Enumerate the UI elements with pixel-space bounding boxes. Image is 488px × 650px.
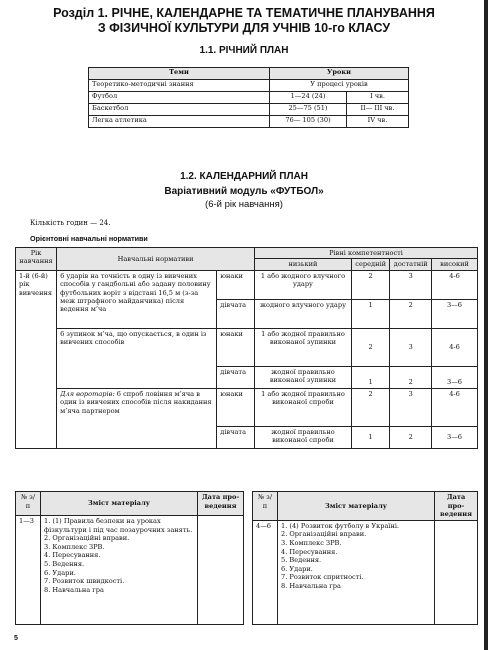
page-number: 5: [14, 635, 18, 642]
goalkeepers-label: Для воротарів:: [60, 389, 115, 398]
col-norms: Навчальні нормативи: [57, 248, 255, 271]
section-title-line2: З ФІЗИЧНОЇ КУЛЬТУРИ ДЛЯ УЧНІВ 10-го КЛАСУ: [97, 21, 391, 35]
list-item: 7. Розвиток швидкості.: [44, 577, 125, 586]
col-sufficient: достатній: [390, 259, 432, 270]
lesson-num: 1—3: [16, 516, 41, 625]
table-row: 1-й (6-й) рік вивчення 6 ударів на точність в одну із вивчених способів у гандбольні або задану половину футбольних воріт з відстані 16,5 м (з-за меж штрафного майданчика) після ведення м’ча юнаки 1 або жодного влучного удару 2 3 4-6: [16, 270, 478, 299]
hours-count: Кількість годин — 24.: [30, 219, 111, 227]
table-row: дівчата жодного влучного удару 1 2 3—6: [16, 299, 478, 328]
lessons-table-left: [15, 491, 244, 625]
table-row: дівчата жодної правильно виконаної спроби 1 2 3—6: [16, 426, 478, 448]
lesson-content: [278, 520, 435, 624]
table-row: [253, 520, 478, 624]
col-content: Зміст матеріалу: [278, 492, 435, 521]
list-item: 5. Ведення.: [281, 556, 322, 565]
col-levels: Рівні компетентності: [255, 248, 478, 259]
list-item: 4. Пересування.: [44, 551, 101, 560]
gender-girls: дівчата: [217, 426, 255, 448]
gender-girls: дівчата: [217, 366, 255, 388]
lesson-num: 4—6: [253, 520, 278, 624]
col-high: високий: [432, 259, 478, 270]
list-item: 5. Ведення.: [44, 559, 85, 568]
table-row: дівчата жодної правильно виконаної зупинки 1 2 3—6: [16, 366, 478, 388]
col-num: № з/п: [253, 492, 278, 521]
norm-text: 6 ударів на точність в одну із вивчених способів у гандбольні або задану половину футбольних воріт з відстані 16,5 м (з-за меж штрафного майданчика) після ведення м’ча: [57, 270, 217, 328]
list-item: 6. Удари.: [44, 568, 76, 577]
calendar-plan-title: 1.2. КАЛЕНДАРНИЙ ПЛАН: [180, 171, 308, 182]
list-item: 6. Удари.: [281, 564, 313, 573]
norms-table: [15, 247, 478, 449]
list-item: 8. Навчальна гра: [281, 581, 341, 590]
col-topics: Теми: [89, 68, 270, 80]
col-date: Дата проведення: [435, 492, 478, 521]
list-item: 2. Організаційні вправи.: [44, 534, 130, 543]
col-num: № з/п: [16, 492, 41, 516]
col-year: Рік навчання: [16, 248, 57, 271]
table-row: Теоретико-методичні знання У процесі уроків: [89, 80, 409, 92]
table-row: [16, 516, 244, 625]
gender-boys: юнаки: [217, 270, 255, 299]
table-row: Футбол 1—24 (24) І чв.: [89, 92, 409, 104]
col-low: низький: [255, 259, 352, 270]
col-mid: середній: [351, 259, 389, 270]
table-row: Легка атлетика 76— 105 (30) ІV чв.: [89, 116, 409, 128]
col-lessons: Уроки: [270, 68, 409, 80]
date-cell: [435, 520, 478, 624]
module-title: Варіативний модуль «ФУТБОЛ»: [164, 186, 324, 197]
norm-text: Для воротарів: 6 спроб ловіння м’яча в один із вивчених способів після накидання м’яча партнером: [57, 388, 217, 448]
annual-plan-title: 1.1. РІЧНИЙ ПЛАН: [199, 45, 289, 56]
list-item: 8. Навчальна гра: [44, 585, 104, 594]
gender-girls: дівчата: [217, 299, 255, 328]
module-subtitle: (6-й рік навчання): [205, 199, 283, 210]
year-cell: 1-й (6-й) рік вивчення: [16, 270, 57, 448]
norms-title: Орієнтовні навчальні нормативи: [30, 234, 148, 243]
section-title: [0, 6, 488, 36]
list-item: 1. (4) Розвиток футболу в Україні.: [281, 521, 400, 530]
list-item: 2. Організаційні вправи.: [281, 530, 367, 539]
annual-plan-table: [88, 67, 409, 128]
col-content: Зміст матеріалу: [41, 492, 198, 516]
norm-text: 6 зупинок м’ча, що опускається, в один із вивчених способів: [57, 328, 217, 388]
table-row: 6 зупинок м’ча, що опускається, в один із вивчених способів юнаки 1 або жодної правильно виконаної зупинки 2 3 4-6: [16, 328, 478, 366]
list-item: 3. Комплекс ЗРВ.: [44, 542, 105, 551]
list-item: 7. Розвиток спритності.: [281, 573, 364, 582]
list-item: 1. (1) Правила безпеки на уроках фізкультури і під час позаурочних занять.: [44, 517, 193, 534]
list-item: 3. Комплекс ЗРВ.: [281, 538, 342, 547]
lesson-content: [41, 516, 198, 625]
col-date: Дата проведення: [198, 492, 244, 516]
table-row: Для воротарів: 6 спроб ловіння м’яча в один із вивчених способів після накидання м’яча партнером юнаки 1 або жодної правильно виконаної спроби 2 3 4-6: [16, 388, 478, 426]
gender-boys: юнаки: [217, 388, 255, 426]
page-edge: [484, 0, 488, 650]
list-item: 4. Пересування.: [281, 547, 338, 556]
section-title-line1: Розділ 1. РІЧНЕ, КАЛЕНДАРНЕ ТА ТЕМАТИЧНЕ ПЛАНУВАННЯ: [53, 6, 435, 20]
lessons-table-right: [252, 491, 478, 625]
gender-boys: юнаки: [217, 328, 255, 366]
date-cell: [198, 516, 244, 625]
table-row: Баскетбол 25—75 (51) ІІ— ІІІ чв.: [89, 104, 409, 116]
